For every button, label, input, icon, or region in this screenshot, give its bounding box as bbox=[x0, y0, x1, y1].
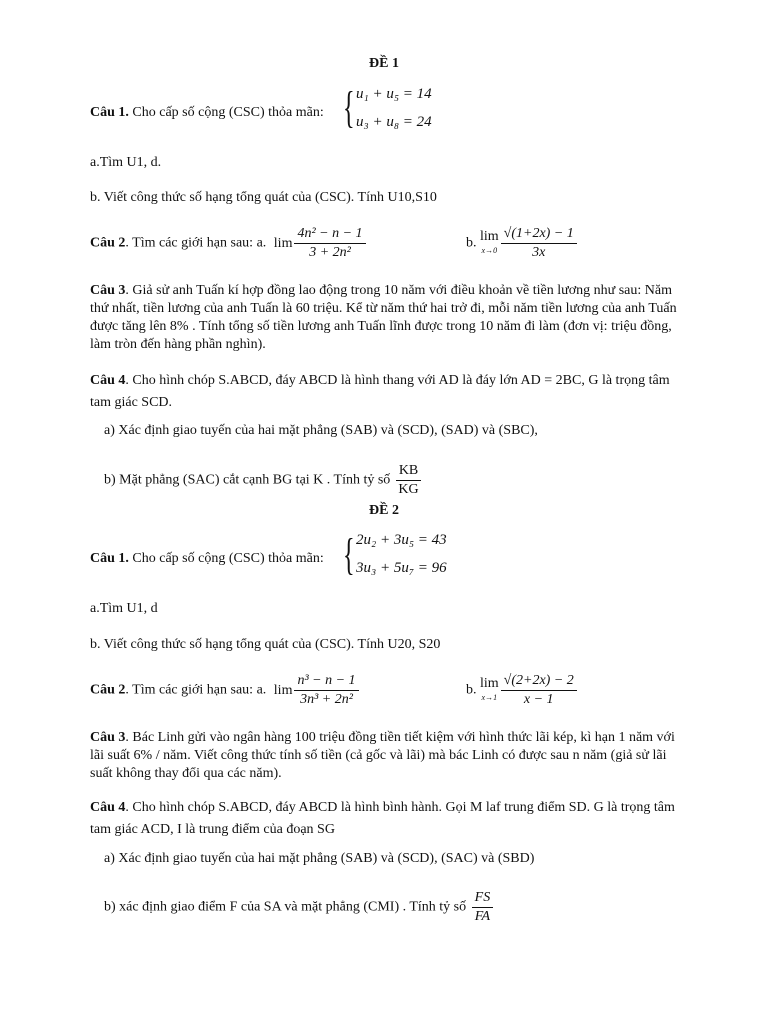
q2-label: Câu 2 bbox=[90, 682, 126, 698]
fraction-b-numerator: √(1+2x) − 1 bbox=[501, 226, 577, 244]
fraction-b-denominator: 3x bbox=[532, 245, 546, 260]
exam-1-q2 bbox=[90, 226, 368, 261]
ratio-numerator: FS bbox=[472, 890, 494, 908]
q1-text: Cho cấp số cộng (CSC) thỏa mãn: bbox=[128, 551, 324, 566]
lim-b bbox=[480, 230, 499, 258]
fraction-a-denominator: 3 + 2n² bbox=[309, 245, 351, 260]
q1-equation-2: u₃ + u₈ = 24 bbox=[356, 114, 432, 130]
q4-part-a: a) Xác định giao tuyến của hai mặt phẳng (SAB) và (SCD), (SAC) và (SBD) bbox=[104, 851, 535, 866]
q4-part-b: b) Mặt phẳng (SAC) cắt cạnh BG tại K . Tính tỷ số bbox=[104, 472, 391, 488]
exam-2-q4b bbox=[104, 890, 495, 925]
q1-part-a: a.Tìm U1, d. bbox=[90, 155, 162, 170]
q4-text: . Cho hình chóp S.ABCD, đáy ABCD là hình bình hành. Gọi M laf trung điểm SD. G là trọng tâm tam giác ACD, I là trung điểm của đoạn SG bbox=[90, 800, 675, 837]
lim-b-word: lim bbox=[480, 675, 499, 691]
fraction-b bbox=[501, 673, 577, 708]
q1-text: Cho cấp số cộng (CSC) thỏa mãn: bbox=[128, 105, 324, 120]
fraction-a-numerator: 4n² − n − 1 bbox=[294, 226, 365, 244]
q3-label: Câu 3 bbox=[90, 283, 126, 298]
part-b-label: b. bbox=[466, 235, 477, 251]
q2-text: . Tìm các giới hạn sau: a. bbox=[125, 235, 267, 251]
lim-b bbox=[480, 677, 499, 705]
q4-label: Câu 4 bbox=[90, 800, 126, 815]
lim-a: lim bbox=[273, 235, 293, 251]
lim-b-word: lim bbox=[480, 228, 499, 244]
exam-1-q2b bbox=[466, 226, 579, 261]
exam-1-q4 bbox=[90, 370, 690, 414]
q4-part-a: a) Xác định giao tuyến của hai mặt phẳng (SAB) và (SCD), (SAD) và (SBC), bbox=[104, 423, 538, 438]
q1-label: Câu 1. bbox=[90, 551, 129, 566]
exam-1-title: ĐỀ 1 bbox=[369, 56, 399, 71]
system-brace: { bbox=[343, 83, 355, 132]
q4-text: . Cho hình chóp S.ABCD, đáy ABCD là hình thang với AD là đáy lớn AD = 2BC, G là trọng tâm tam giác SCD. bbox=[90, 373, 670, 410]
exam-1-q1 bbox=[90, 104, 324, 122]
fraction-a bbox=[294, 226, 365, 261]
ratio-numerator: KB bbox=[396, 463, 421, 481]
fraction-a-denominator: 3n³ + 2n² bbox=[300, 692, 353, 707]
exam-1-q3 bbox=[90, 282, 690, 354]
q1-equation-1: 2u₂ + 3u₅ = 43 bbox=[356, 532, 447, 548]
q2-label: Câu 2 bbox=[90, 235, 126, 251]
system-brace: { bbox=[343, 530, 355, 579]
q4-part-b: b) xác định giao điểm F của SA và mặt phẳng (CMI) . Tính tỷ số bbox=[104, 899, 467, 915]
fraction-b-numerator: √(2+2x) − 2 bbox=[501, 673, 577, 691]
exam-2-q3 bbox=[90, 729, 690, 783]
ratio-denominator: FA bbox=[474, 909, 491, 924]
exam-2-q1 bbox=[90, 550, 324, 568]
ratio-fraction bbox=[472, 890, 494, 925]
exam-2-q2 bbox=[90, 673, 361, 708]
lim-a: lim bbox=[273, 682, 293, 698]
ratio-denominator: KG bbox=[398, 482, 419, 497]
exam-2-q4 bbox=[90, 797, 690, 841]
exam-2-q2b bbox=[466, 673, 579, 708]
q4-label: Câu 4 bbox=[90, 373, 126, 388]
part-b-label: b. bbox=[466, 682, 477, 698]
q1-label: Câu 1. bbox=[90, 105, 129, 120]
q1-equation-1: u₁ + u₅ = 14 bbox=[356, 86, 432, 102]
lim-b-sub: x→1 bbox=[481, 692, 498, 702]
q2-text: . Tìm các giới hạn sau: a. bbox=[125, 682, 267, 698]
q1-part-a: a.Tìm U1, d bbox=[90, 601, 158, 616]
fraction-a bbox=[294, 673, 358, 708]
ratio-fraction bbox=[396, 463, 421, 498]
fraction-b bbox=[501, 226, 577, 261]
q3-text: . Giả sử anh Tuấn kí hợp đồng lao động trong 10 năm với điều khoản về tiền lương như sau: Năm thứ nhất, tiền lương của anh Tuấn là 60 triệu. Kể từ năm thứ hai trở đi, mỗi năm tiền lương của anh Tuấn được tăng lên 8% . Tính tổng số tiền lương anh Tuấn lĩnh được trong 10 năm đi làm (đơn vị: triệu đồng, làm tròn đến hàng phần nghìn). bbox=[90, 283, 677, 352]
exam-2-title: ĐỀ 2 bbox=[369, 503, 399, 518]
exam-1-q4b bbox=[104, 463, 423, 498]
q3-text: . Bác Linh gửi vào ngân hàng 100 triệu đồng tiền tiết kiệm với hình thức lãi kép, kì hạn 1 năm với lãi suất 6% / năm. Viết công thức tính số tiền (cả gốc và lãi) mà bác Linh có được sau n năm (giả sử lãi suất không thay đổi qua các năm). bbox=[90, 730, 675, 781]
fraction-b-denominator: x − 1 bbox=[523, 692, 554, 707]
q3-label: Câu 3 bbox=[90, 730, 126, 745]
lim-b-sub: x→0 bbox=[481, 245, 498, 255]
fraction-a-numerator: n³ − n − 1 bbox=[294, 673, 358, 691]
q1-part-b: b. Viết công thức số hạng tổng quát của (CSC). Tính U10,S10 bbox=[90, 190, 437, 205]
q1-part-b: b. Viết công thức số hạng tổng quát của (CSC). Tính U20, S20 bbox=[90, 637, 441, 652]
q1-equation-2: 3u₃ + 5u₇ = 96 bbox=[356, 560, 447, 576]
